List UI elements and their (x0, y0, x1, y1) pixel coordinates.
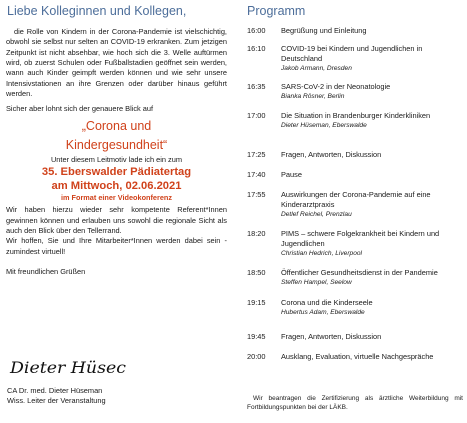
program-time: 19:15 (247, 298, 266, 307)
program-title: Ausklang, Evaluation, virtuelle Nachgespräche (281, 352, 434, 361)
program-speaker: Detlef Reichel, Prenzlau (281, 211, 352, 218)
program-title: PIMS – schwere Folgekrankheit bei Kindern und Jugendlichen (281, 229, 440, 248)
program-title-block (281, 190, 463, 219)
program-title-block (281, 26, 463, 36)
program-time: 18:50 (247, 268, 266, 277)
program-time: 17:40 (247, 170, 266, 179)
program-column (247, 4, 463, 419)
program-time: 19:45 (247, 332, 266, 341)
program-title-block (281, 111, 463, 130)
signature-text: Dieter Hüsec (8, 358, 127, 377)
program-title-block (281, 332, 463, 342)
motto-title (6, 117, 227, 155)
program-title-block (281, 44, 463, 73)
intro-paragraph: die Rolle von Kindern in der Corona-Pandemie ist vielschichtig, obwohl sie selbst nur selten an COVID-19 erkranken. Zum jetzigen Zeitpunkt ist nicht absehbar, wie hoch sich die 3. Welle auftürmen wird, ob zuerst Schulen oder Fußballstadien geöffnet sein werden, wann auch Kinder geimpft werden können und wie sehr unsere Intensivstationen an ihre Grenzen oder darüber hinaus geführt werden. (6, 27, 227, 99)
program-time: 17:25 (247, 150, 266, 159)
motto-title-line-1: „Corona und (81, 118, 152, 133)
program-time: 18:20 (247, 229, 266, 238)
event-title: 35. Eberswalder Pädiatertag (41, 166, 192, 179)
closing-greeting: Mit freundlichen Grüßen (6, 267, 86, 277)
signer-block (7, 386, 106, 407)
lead-text: Sicher aber lohnt sich der genauere Blick auf (6, 104, 154, 114)
greeting-heading: Liebe Kolleginnen und Kollegen, (7, 4, 187, 18)
event-format: im Format einer Videokonferenz (61, 193, 172, 203)
program-speaker: Christian Hedrich, Liverpool (281, 250, 362, 257)
program-title-block (281, 150, 463, 160)
program-title: Auswirkungen der Corona-Pandemie auf eine Kinderarztpraxis (281, 190, 431, 209)
program-time: 17:55 (247, 190, 266, 199)
program-speaker: Bianka Rösner, Berlin (281, 93, 345, 100)
program-time: 16:00 (247, 26, 266, 35)
certification-note: Wir beantragen die Zertifizierung als ärztliche Weiterbildung mit Fortbildungspunkten bei der LÄKB. (247, 394, 463, 411)
program-title: Fragen, Antworten, Diskussion (281, 332, 382, 341)
program-time: 20:00 (247, 352, 266, 361)
program-title: Fragen, Antworten, Diskussion (281, 150, 382, 159)
motto-title-line-2: Kindergesundheit“ (65, 137, 168, 152)
signature-image (8, 355, 128, 379)
program-speaker: Steffen Hampel, Seelow (281, 279, 352, 286)
program-title-block (281, 298, 463, 317)
signer-name: CA Dr. med. Dieter Hüseman (7, 386, 103, 395)
program-time: 16:35 (247, 82, 266, 91)
program-title: Begrüßung und Einleitung (281, 26, 367, 35)
motto-text: Unter diesem Leitmotiv lade ich ein zum (50, 154, 183, 164)
program-title: Die Situation in Brandenburger Kinderkliniken (281, 111, 431, 120)
program-title-block (281, 229, 463, 258)
program-title: Corona und die Kinderseele (281, 298, 373, 307)
program-title: COVID-19 bei Kindern und Jugendlichen in Deutschland (281, 44, 423, 63)
program-time: 17:00 (247, 111, 266, 120)
program-heading: Programm (247, 4, 306, 18)
program-title: Pause (281, 170, 302, 179)
program-title-block (281, 268, 463, 287)
program-speaker: Dieter Hüseman, Eberswalde (281, 122, 367, 129)
event-date: am Mittwoch, 02.06.2021 (51, 180, 182, 193)
program-title-block (281, 170, 463, 180)
signer-role: Wiss. Leiter der Veranstaltung (7, 396, 106, 406)
program-title-block (281, 82, 463, 101)
program-title: Öffentlicher Gesundheitsdienst in der Pandemie (281, 268, 438, 277)
speakers-paragraph: Wir haben hierzu wieder sehr kompetente Referent*Innen gewinnen können und erlauben uns sowohl die regionale Sicht als auch den Blick über den Tellerrand. (6, 205, 227, 235)
hope-paragraph: Wir hoffen, Sie und Ihre Mitarbeiter*Innen werden dabei sein - zumindest virtuell! (6, 236, 227, 256)
program-title-block (281, 352, 463, 362)
program-speaker: Hubertus Adam, Eberswalde (281, 309, 365, 316)
program-speaker: Jakob Armann, Dresden (281, 65, 352, 72)
program-time: 16:10 (247, 44, 266, 53)
program-title: SARS-CoV-2 in der Neonatologie (281, 82, 391, 91)
